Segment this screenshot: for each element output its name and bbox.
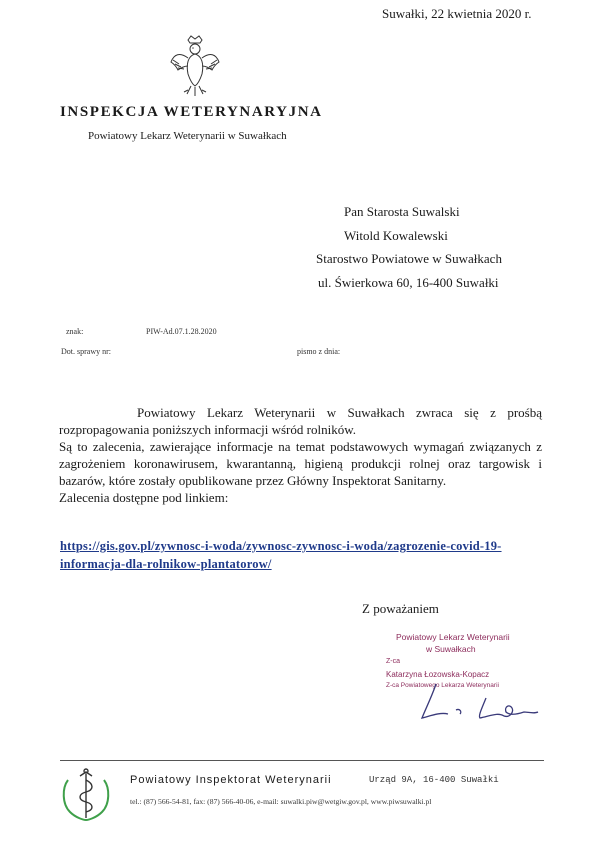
recipient-line-3: Starostwo Powiatowe w Suwałkach xyxy=(316,251,502,266)
polish-eagle-emblem-icon xyxy=(168,34,222,98)
recipient-line-1: Pan Starosta Suwalski xyxy=(344,204,460,219)
handwritten-signature-icon xyxy=(386,632,558,742)
znak-value: PIW-Ad.07.1.28.2020 xyxy=(146,327,217,336)
footer-contact-details: tel.: (87) 566-54-81, fax: (87) 566-40-06, e-mail: suwalki.piw@wetgiw.gov.pl, www.piwsuwalki.pl xyxy=(130,797,432,806)
footer-organization-name: Powiatowy Inspektorat Weterynarii xyxy=(130,774,332,786)
signature-stamp xyxy=(386,632,558,742)
body-paragraph-2: Są to zalecenia, zawierające informacje na temat podstawowych wymagań związanych z zagrożeniem koronawirusem, kwarantanną, higieną produkcji rolnej oraz targowisk i bazarów, które zostały opublikowane przez Główny Inspektorat Sanitarny. xyxy=(59,439,542,488)
body-paragraph-3: Zalecenia dostępne pod linkiem: xyxy=(59,490,229,505)
letter-body xyxy=(59,404,542,506)
stamp-line-2: w Suwałkach xyxy=(426,644,476,654)
case-number-label: Dot. sprawy nr: xyxy=(61,347,111,356)
footer-address: Urząd 9A, 16-400 Suwałki xyxy=(369,775,499,785)
letter-date: Suwałki, 22 kwietnia 2020 r. xyxy=(382,6,532,21)
footer-divider xyxy=(60,760,544,761)
recommendations-link[interactable]: https://gis.gov.pl/zywnosc-i-woda/zywnosc-zywnosc-i-woda/zagrozenie-covid-19-informacja-dla-rolnikow-plantatorow/ xyxy=(60,539,502,571)
sub-organization-name: Powiatowy Lekarz Weterynarii w Suwałkach xyxy=(88,130,287,142)
znak-label: znak: xyxy=(66,327,84,336)
stamp-line-4: Katarzyna Łozowska-Kopacz xyxy=(386,670,490,679)
body-paragraph-1: Powiatowy Lekarz Weterynarii w Suwałkach zwraca się z prośbą rozpropagowania poniższych informacji wśród rolników. xyxy=(59,405,542,437)
stamp-line-1: Powiatowy Lekarz Weterynarii xyxy=(396,632,510,642)
recipient-line-2: Witold Kowalewski xyxy=(344,228,448,243)
stamp-line-3: Z-ca xyxy=(386,658,400,665)
letter-date-label: pismo z dnia: xyxy=(297,347,341,356)
organization-name: INSPEKCJA WETERYNARYJNA xyxy=(60,104,323,120)
veterinary-caduceus-logo-icon xyxy=(58,766,114,826)
recipient-line-4: ul. Świerkowa 60, 16-400 Suwałki xyxy=(318,275,499,290)
closing-regards: Z poważaniem xyxy=(362,601,439,616)
stamp-line-5: Z-ca Powiatowego Lekarza Weterynarii xyxy=(386,682,499,689)
